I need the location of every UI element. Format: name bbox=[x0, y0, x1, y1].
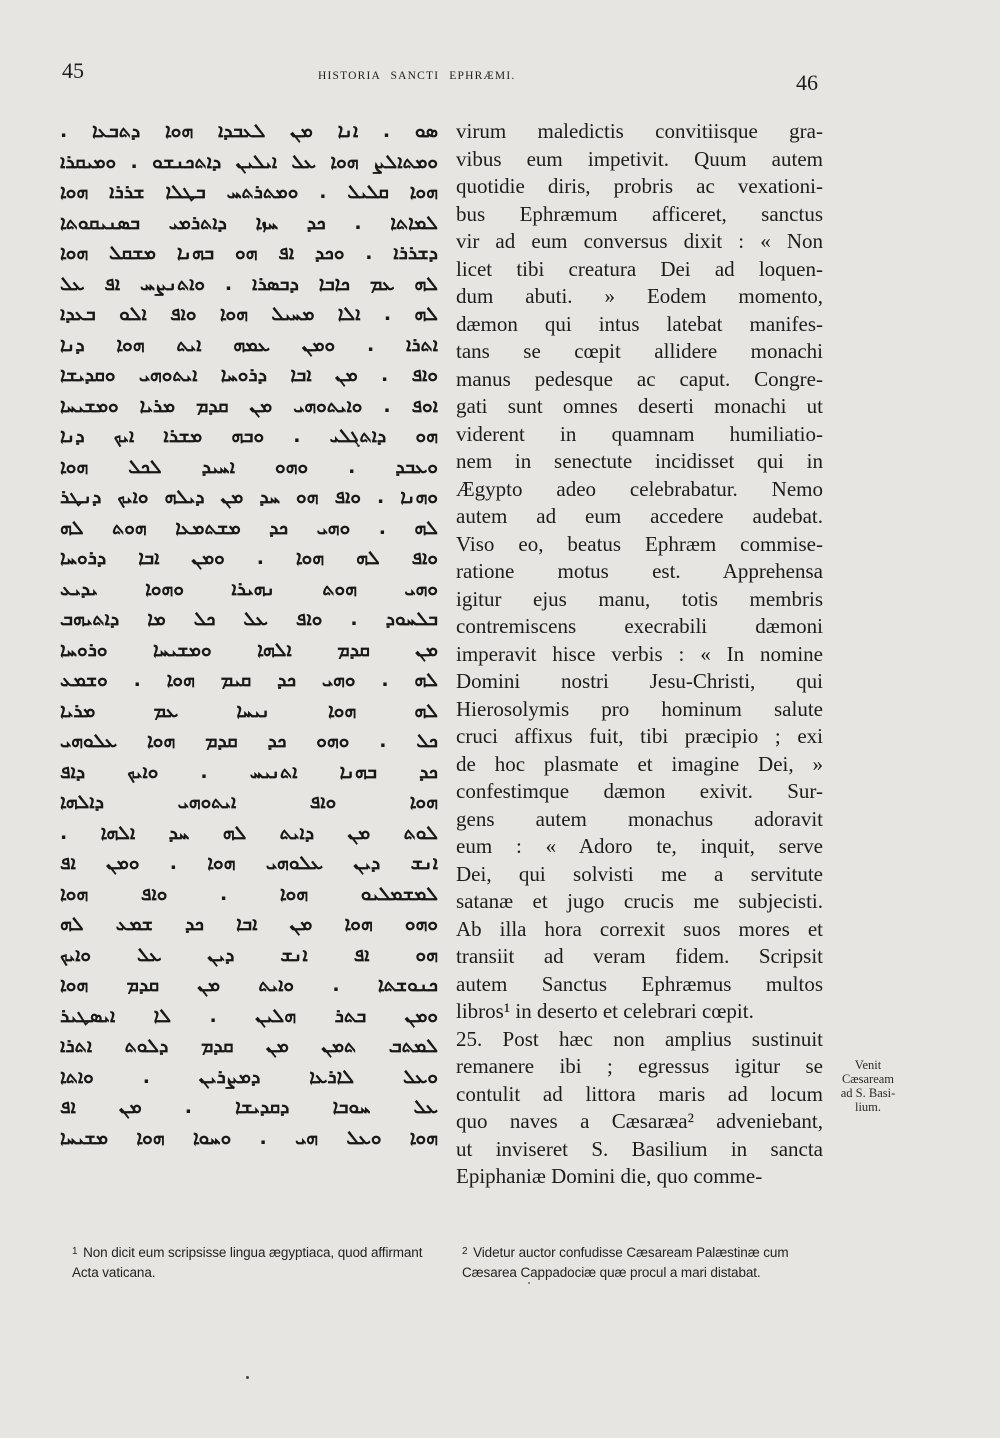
margin-note-line: Venit bbox=[854, 1058, 882, 1072]
footnote-number: 2 bbox=[462, 1246, 468, 1257]
paper-speck bbox=[528, 1282, 530, 1284]
latin-line: Viso eo, beatus Ephræm commise- bbox=[456, 531, 823, 556]
latin-line: vir ad eum conversus dixit : « Non bbox=[456, 229, 823, 253]
syriac-line: ܐܘܦ . ܘܐܝܬܘܗܝ ܡܢ ܩܕܡ ܡܪܝܐ ܘܡܫܝܚܐ bbox=[60, 394, 438, 417]
latin-line: transiit ad veram fidem. Scripsit bbox=[456, 944, 823, 968]
syriac-line: ܠܗ ܗܘܐ ܢܝܚܐ ܥܡ ܡܪܝܐ bbox=[60, 699, 438, 722]
latin-line: eum : « Adoro te, inquit, serve bbox=[456, 834, 823, 858]
latin-line: quotidie diris, probris ac vexationi- bbox=[456, 174, 823, 198]
latin-line: ut inviseret S. Basilium in sancta bbox=[456, 1136, 823, 1161]
latin-line: tans se cœpit allidere monachi bbox=[456, 339, 823, 363]
latin-line: Ægypto adeo celebrabatur. Nemo bbox=[456, 476, 823, 501]
syriac-line: ܠܘܬ ܡܢ ܕܐܝܬ ܠܗ ܚܕ ܐܠܗܐ . bbox=[60, 821, 438, 844]
syriac-text-column bbox=[60, 116, 438, 1206]
latin-line: Ab illa hora correxit suos mores et bbox=[456, 916, 823, 941]
footnote-text: Videtur auctor confudisse Cæsaream Palæstinæ cum Cæsarea Cappadociæ quæ procul a mari distabat. bbox=[462, 1245, 789, 1280]
latin-line: dæmon qui intus latebat manifes- bbox=[456, 311, 823, 336]
latin-line: quo naves a Cæsaræa² adveniebant, bbox=[456, 1109, 823, 1133]
syriac-line: ܗܘܐ ܩܠܝܠ . ܘܡܬܪܬܚ ܒܛܠܐ ܫܪܪܐ ܗܘܐ bbox=[60, 181, 438, 203]
right-page-number: 46 bbox=[796, 70, 818, 95]
syriac-line: ܠܗ . ܘܗܝ ܟܕ ܡܫܬܡܥܐ ܗܘܬ ܠܗ bbox=[60, 516, 438, 539]
latin-line: 25. Post hæc non amplius sustinuit bbox=[456, 1026, 823, 1051]
syriac-line: ܣܘ . ܐܢܐ ܡܢ ܠܥܒܕܐ ܗܘܐ ܕܬܒܥܐ . bbox=[60, 120, 438, 142]
syriac-line: ܘܗܘ ܗܘܐ ܡܢ ܐܒܐ ܟܕ ܫܡܥ ܠܗ bbox=[60, 913, 438, 935]
running-title: HISTORIA SANCTI EPHRÆMI. bbox=[318, 70, 516, 82]
syriac-line: ܘܐܦ ܠܗ ܗܘܐ . ܘܡܢ ܐܒܐ ܕܪܘܚܐ bbox=[60, 547, 438, 569]
margin-note bbox=[828, 1058, 908, 1114]
paper-speck bbox=[246, 1376, 249, 1379]
syriac-line: ܠܗ . ܐܠܐ ܡܚܝܠ ܗܘܐ ܘܐܦ ܐܠܘ ܒܥܕܐ bbox=[60, 303, 438, 325]
footnote-number: 1 bbox=[72, 1246, 78, 1257]
latin-line: Hierosolymis pro hominum salute bbox=[456, 696, 823, 721]
syriac-line: ܗܘ ܕܐܬܓܠܝ . ܘܒܗ ܡܫܪܐ ܐܝܟ ܕܢܐ bbox=[60, 425, 438, 447]
syriac-line: ܟܢܘܫܬܐ . ܘܐܝܬ ܡܢ ܩܕܡ ܗܘܐ bbox=[60, 974, 438, 996]
latin-line: gens autem monachus adoravit bbox=[456, 806, 823, 831]
footnote-left bbox=[72, 1244, 434, 1282]
syriac-line: ܗܘܐ ܘܐܦ ܐܝܬܘܗܝ ܕܐܠܗܐ bbox=[60, 791, 438, 813]
latin-line: vibus eum impetivit. Quum autem bbox=[456, 146, 823, 171]
syriac-line: ܘܗܝ ܗܘܬ ܢܗܝܪܐ ܘܗܘܐ ܝܕܝܥ bbox=[60, 577, 438, 600]
latin-line: Domini nostri Jesu-Christi, qui bbox=[456, 669, 823, 693]
latin-line: autem Sanctus Ephræmus multos bbox=[456, 971, 823, 996]
latin-line: de hoc plasmate et imagine Dei, » bbox=[456, 751, 823, 776]
latin-line: igitur ejus manu, totis membris bbox=[456, 586, 823, 611]
latin-line: imperavit hisce verbis : « In nomine bbox=[456, 641, 823, 666]
latin-line: satanæ et jugo crucis me subjecisti. bbox=[456, 889, 823, 913]
syriac-line: ܠܗ . ܘܗܝ ܟܕ ܩܝܡ ܗܘܐ . ܘܫܡܥ bbox=[60, 669, 438, 691]
latin-line: contremiscens execrabili dæmoni bbox=[456, 614, 823, 638]
latin-line: bus Ephræmum afficeret, sanctus bbox=[456, 201, 823, 226]
latin-line: remanere ibi ; egressus igitur se bbox=[456, 1054, 823, 1078]
syriac-line: ܐܢܫ ܕܝܢ ܥܠܘܗܝ ܗܘܐ . ܘܡܢ ܐܦ bbox=[60, 852, 438, 874]
syriac-line: ܠܡܫܡܠܝܘ ܗܘܐ . ܘܐܦ ܗܘܐ bbox=[60, 882, 438, 905]
latin-line: libros¹ in deserto et celebrari cœpit. bbox=[456, 999, 754, 1023]
syriac-line: ܘܗܢܐ . ܘܐܦ ܗܘ ܚܕ ܡܢ ܕܝܠܗ ܘܐܝܟ ܕܢܛܪ bbox=[60, 486, 438, 508]
latin-text-column bbox=[456, 118, 823, 1191]
left-page-number: 45 bbox=[62, 58, 84, 83]
syriac-line: ܠܡܐܬܐ . ܟܕ ܚܙܐ ܕܐܬܪܡܝ ܒܣܢܝܩܘܬܐ bbox=[60, 211, 438, 234]
syriac-line: ܘܡܢ ܒܬܪ ܗܠܝܢ . ܠܐ ܐܝܣܛܝܪ bbox=[60, 1004, 438, 1027]
latin-line: viderent in quamnam humiliatio- bbox=[456, 421, 823, 446]
syriac-line: ܘܥܒܕ . ܘܗܘ ܐܚܝܕ ܠܟܠ ܗܘܐ bbox=[60, 455, 438, 478]
syriac-line: ܡܢ ܩܕܡ ܐܠܗܐ ܘܡܫܝܚܐ ܘܪܘܚܐ bbox=[60, 638, 438, 661]
latin-line: Dei, qui solvisti me a servitute bbox=[456, 861, 823, 886]
latin-line: gati sunt omnes deserti monachi ut bbox=[456, 394, 823, 418]
syriac-line: ܕܫܪܪܐ . ܘܟܕ ܐܦ ܗܘ ܒܗܢܐ ܡܫܩܠ ܗܘܐ bbox=[60, 242, 438, 264]
footnote-text: Non dicit eum scripsisse lingua ægyptiaca, quod affirmant Acta vaticana. bbox=[72, 1245, 423, 1280]
latin-line: confestimque dæmon exivit. Sur- bbox=[456, 779, 823, 803]
footnote-right bbox=[462, 1244, 828, 1282]
syriac-line: ܟܠ . ܘܗܘ ܟܕ ܩܕܡ ܗܘܐ ܥܠܘܗܝ bbox=[60, 730, 438, 752]
syriac-line: ܘܡܬܐܠܨ ܗܘܐ ܥܠ ܐܝܠܝܢ ܕܐܬܟܢܫܘ . ܘܡܝܩܪܐ bbox=[60, 150, 438, 173]
margin-note-line: ad S. Basi- bbox=[840, 1086, 896, 1100]
latin-line: licet tibi creatura Dei ad loquen- bbox=[456, 256, 823, 281]
syriac-line: ܒܠܚܘܕ . ܘܐܦ ܥܠ ܟܠ ܡܐ ܕܐܬܝܗܒ bbox=[60, 608, 438, 630]
syriac-line: ܐܬܪܐ . ܘܡܢ ܥܡܗ ܐܝܬ ܗܘܐ ܕܢܐ bbox=[60, 333, 438, 356]
latin-line: nem in senectute incidisset qui in bbox=[456, 449, 823, 473]
syriac-line: ܠܡܬܒ ܬܡܢ ܡܢ ܩܕܡ ܕܠܘܬ ܐܬܪܐ bbox=[60, 1035, 438, 1057]
syriac-line: ܥܠ ܚܘܒܐ ܕܩܕܝܫܐ . ܡܢ ܐܦ bbox=[60, 1096, 438, 1118]
syriac-line: ܗܘ ܐܦ ܐܢܫ ܕܝܢ ܥܠ ܘܐܝܟ bbox=[60, 943, 438, 966]
latin-line: ratione motus est. Apprehensa bbox=[456, 559, 823, 583]
latin-line: virum maledictis convitiisque gra- bbox=[456, 119, 823, 143]
syriac-line: ܠܗ ܥܡ ܟܐܒܐ ܕܒܣܪܐ . ܘܐܬܢܨܚ ܐܦ ܥܠ bbox=[60, 272, 438, 295]
latin-line: dum abuti. » Eodem momento, bbox=[456, 284, 823, 308]
latin-line: Epiphaniæ Domini die, quo comme- bbox=[456, 1164, 763, 1188]
margin-note-line: Cæsaream bbox=[841, 1072, 895, 1086]
syriac-line: ܟܕ ܒܗܢܐ ܐܬܢܝܚ . ܘܐܝܟ ܕܐܦ bbox=[60, 760, 438, 783]
syriac-line: ܘܐܦ . ܡܢ ܐܒܐ ܕܪܘܚܐ ܐܝܬܘܗܝ ܘܩܕܝܫܐ bbox=[60, 364, 438, 386]
margin-note-line: lium. bbox=[854, 1100, 882, 1114]
syriac-line: ܘܥܠ ܠܐܪܥܐ ܕܡܨܪܝܢ . ܘܐܬܐ bbox=[60, 1065, 438, 1088]
latin-line: manus pedesque ac caput. Congre- bbox=[456, 366, 823, 391]
latin-line: cruci affixus fuit, tibi præcipio ; exi bbox=[456, 724, 823, 748]
latin-line: contulit ad littora maris ad locum bbox=[456, 1081, 823, 1106]
syriac-line: ܗܘܐ ܘܥܠ ܗܝ . ܘܚܘܐ ܗܘܐ ܡܫܝܚܐ bbox=[60, 1126, 438, 1149]
latin-line: autem ad eum accedere audebat. bbox=[456, 504, 823, 528]
